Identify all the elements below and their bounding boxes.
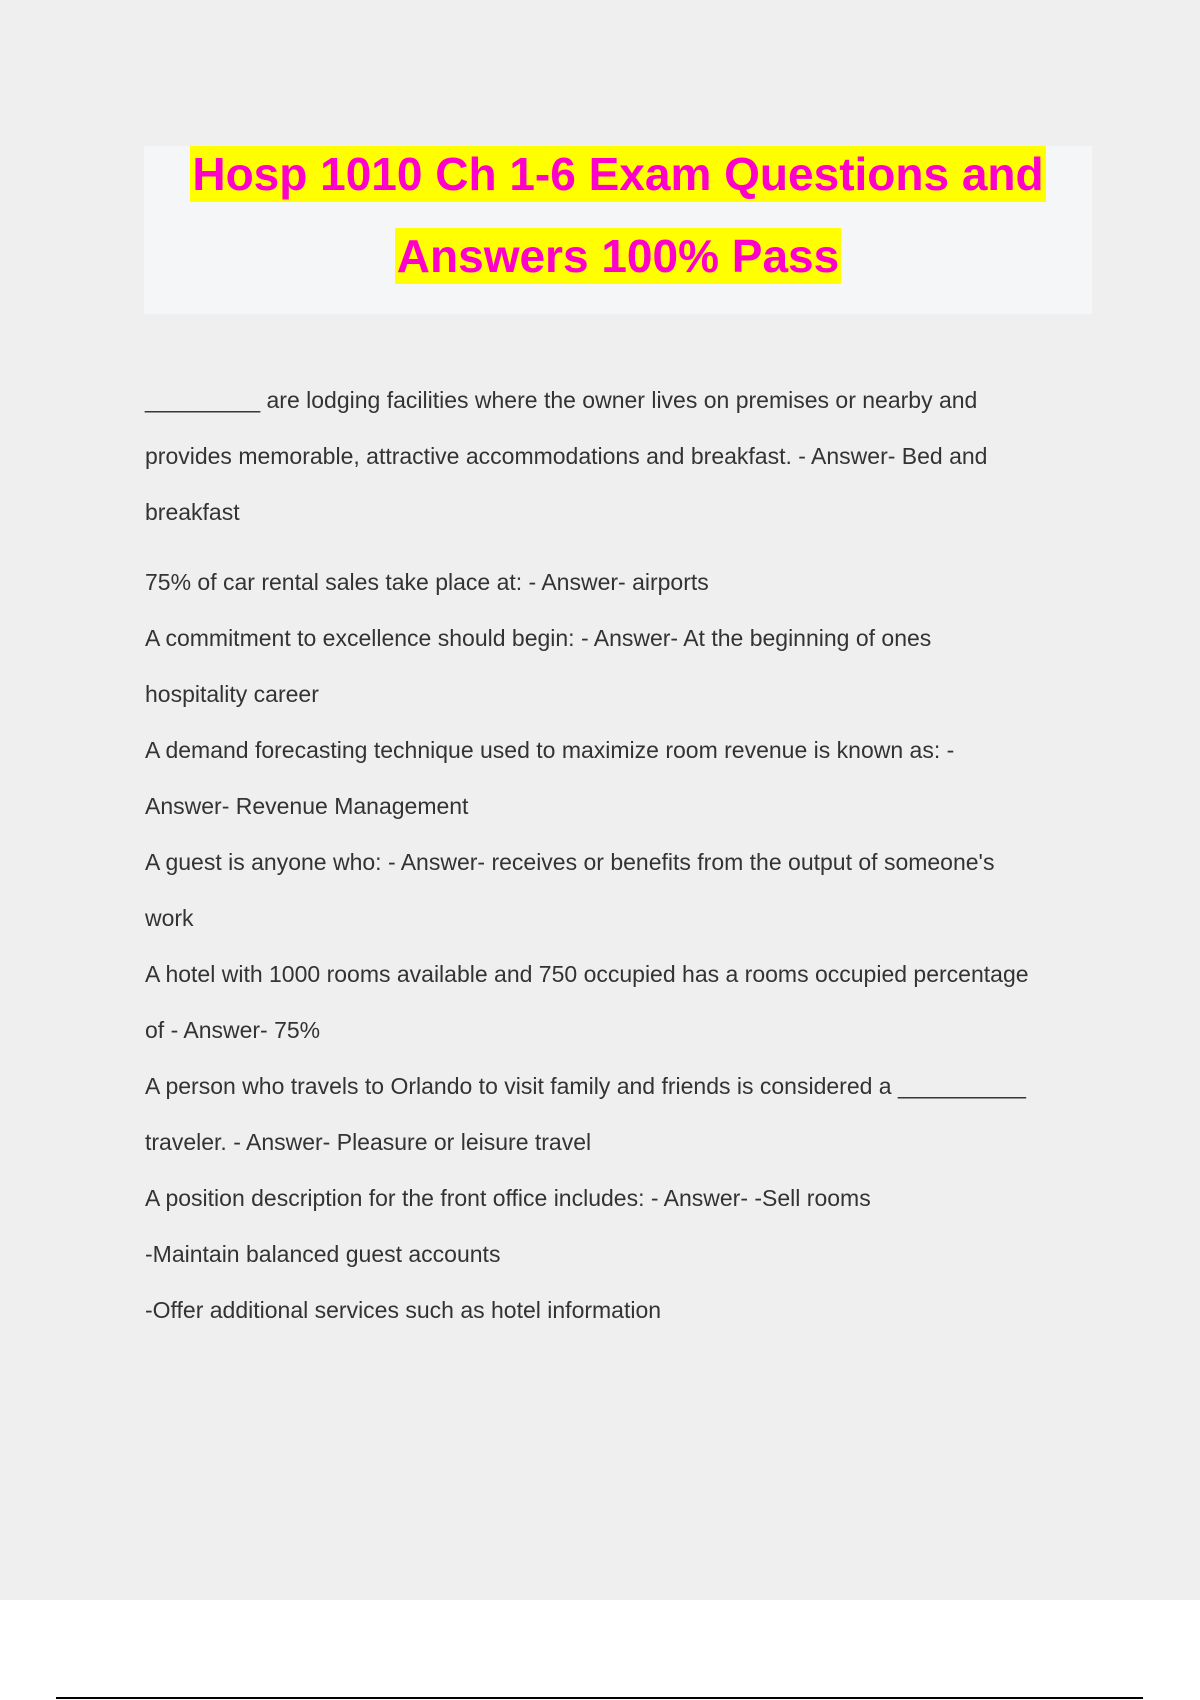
text-line: A person who travels to Orlando to visit family and friends is considered a __________	[145, 1073, 1026, 1099]
qa-content	[145, 372, 1085, 1338]
qa-item	[145, 834, 1085, 946]
text-line: Answer- Revenue Management	[145, 793, 469, 819]
text-line: work	[145, 905, 194, 931]
text-line: A position description for the front office includes: - Answer- -Sell rooms	[145, 1185, 871, 1211]
page-title-line-1: Hosp 1010 Ch 1-6 Exam Questions and	[192, 148, 1044, 200]
page-title-line-2: Answers 100% Pass	[396, 230, 840, 282]
text-line: provides memorable, attractive accommodations and breakfast. - Answer- Bed and	[145, 443, 988, 469]
title-line-1-wrapper	[144, 146, 1092, 202]
footer-divider	[56, 1697, 1143, 1699]
text-line: hospitality career	[145, 681, 319, 707]
text-line: _________ are lodging facilities where the owner lives on premises or nearby and	[145, 387, 978, 413]
qa-item	[145, 1170, 1085, 1338]
text-line: A commitment to excellence should begin: - Answer- At the beginning of ones	[145, 625, 932, 651]
text-line: A guest is anyone who: - Answer- receives or benefits from the output of someone's	[145, 849, 995, 875]
qa-item	[145, 722, 1085, 834]
qa-item	[145, 610, 1085, 722]
title-block	[144, 146, 1092, 314]
paragraph-gap	[145, 540, 1085, 554]
text-line: A demand forecasting technique used to maximize room revenue is known as: -	[145, 737, 955, 763]
text-line: of - Answer- 75%	[145, 1017, 321, 1043]
qa-item	[145, 554, 1085, 610]
text-line: breakfast	[145, 499, 240, 525]
text-line: A hotel with 1000 rooms available and 750 occupied has a rooms occupied percentage	[145, 961, 1029, 987]
text-line: -Maintain balanced guest accounts	[145, 1241, 501, 1267]
qa-item	[145, 372, 1085, 540]
text-line: traveler. - Answer- Pleasure or leisure travel	[145, 1129, 592, 1155]
title-line-2-wrapper	[144, 228, 1092, 284]
qa-item	[145, 946, 1085, 1058]
qa-item	[145, 1058, 1085, 1170]
text-line: -Offer additional services such as hotel information	[145, 1297, 662, 1323]
text-line: 75% of car rental sales take place at: - Answer- airports	[145, 569, 709, 595]
